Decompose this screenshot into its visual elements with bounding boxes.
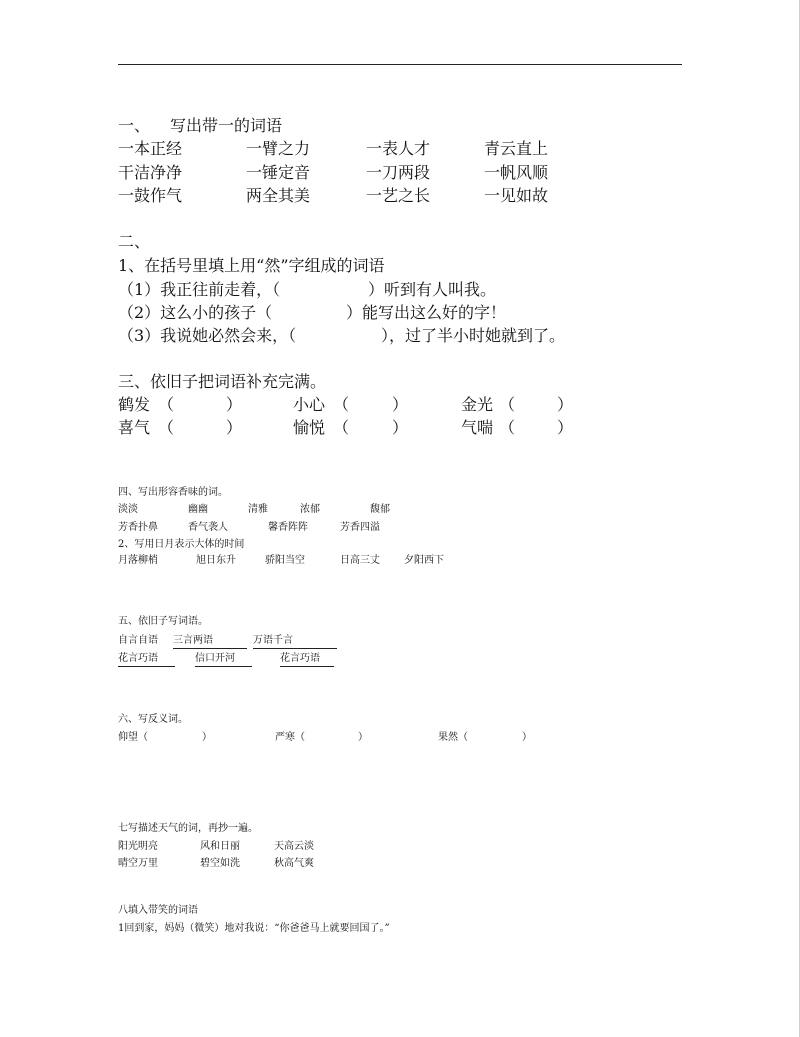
s3-word: 小心 xyxy=(293,395,326,414)
s1-word: 一艺之长 xyxy=(366,186,431,205)
s6-paren-close: ） xyxy=(522,732,532,743)
s4-word: 香气袭人 xyxy=(188,522,228,533)
s5-word: 自言自语 xyxy=(118,635,158,646)
s1-word: 干洁净净 xyxy=(118,163,183,182)
s2-title: 二、 xyxy=(118,232,151,251)
s7-word: 阳光明亮 xyxy=(118,841,158,852)
s3-paren-close: ） xyxy=(557,418,574,437)
s5-answer: 万语千言 xyxy=(253,634,337,649)
s4-word: 清雅 xyxy=(248,504,268,515)
s7-word: 风和日丽 xyxy=(200,841,240,852)
s2-q2-end: ）能写出这么好的字！ xyxy=(346,303,507,322)
s5-answer: 花言巧语 xyxy=(280,652,334,667)
s5-title: 五、依旧子写词语。 xyxy=(118,616,208,627)
top-rule xyxy=(118,64,682,65)
s1-title-num: 一、 xyxy=(118,116,151,135)
s7-word: 晴空万里 xyxy=(118,858,158,869)
s7-title: 七写描述天气的词，再抄一遍。 xyxy=(118,823,258,834)
s2-q2-start: （2）这么小的孩子（ xyxy=(118,303,273,322)
s1-word: 一本正经 xyxy=(118,139,183,158)
s4-word: 夕阳西下 xyxy=(404,555,444,566)
s4-word: 骄阳当空 xyxy=(265,555,305,566)
s3-paren-close: ） xyxy=(226,418,243,437)
s2-subtitle: 1、在括号里填上用“然”字组成的词语 xyxy=(118,256,385,275)
s3-word: 气喘 xyxy=(461,418,494,437)
s8-title: 八填入带笑的词语 xyxy=(118,905,198,916)
s4-word: 浓郁 xyxy=(300,504,320,515)
s1-word: 一臂之力 xyxy=(246,139,311,158)
s3-word: 愉悦 xyxy=(293,418,326,437)
s3-paren-open: （ xyxy=(499,395,516,414)
s1-word: 一锤定音 xyxy=(246,163,311,182)
s1-title: 写出带一的词语 xyxy=(170,116,283,135)
s4-word: 日高三丈 xyxy=(340,555,380,566)
s3-word: 喜气 xyxy=(118,418,151,437)
s1-word: 青云直上 xyxy=(484,139,549,158)
s7-word: 天高云淡 xyxy=(274,841,314,852)
s3-paren-open: （ xyxy=(499,418,516,437)
s4-word: 淡淡 xyxy=(118,504,138,515)
s1-word: 一帆风顺 xyxy=(484,163,549,182)
s1-word: 一表人才 xyxy=(366,139,431,158)
s3-title: 三、依旧子把词语补充完满。 xyxy=(118,372,327,391)
s6-title: 六、写反义词。 xyxy=(118,714,188,725)
s6-paren-close: ） xyxy=(358,732,368,743)
s1-word: 两全其美 xyxy=(246,186,311,205)
s1-word: 一见如故 xyxy=(484,186,549,205)
s1-word: 一刀两段 xyxy=(366,163,431,182)
s2-q3-end: ），过了半小时她就到了。 xyxy=(381,326,566,345)
s7-word: 秋高气爽 xyxy=(274,858,314,869)
s5-answer: 花言巧语 xyxy=(118,652,175,667)
s6-paren-close: ） xyxy=(202,732,212,743)
s4-title: 四、写出形容香味的词。 xyxy=(118,487,228,498)
s4-subtitle: 2、写用日月表示大体的时间 xyxy=(118,539,245,550)
s4-word: 芳香四溢 xyxy=(340,522,380,533)
s2-q1-start: （1）我正往前走着，（ xyxy=(118,280,281,299)
s7-word: 碧空如洗 xyxy=(200,858,240,869)
s5-answer: 三言两语 xyxy=(173,634,247,649)
s4-word: 馥郁 xyxy=(370,504,390,515)
s3-paren-close: ） xyxy=(557,395,574,414)
s2-q3-start: （3）我说她必然会来，（ xyxy=(118,326,297,345)
s3-paren-close: ） xyxy=(392,395,409,414)
s3-word: 金光 xyxy=(461,395,494,414)
s2-q1-end: ）听到有人叫我。 xyxy=(368,280,497,299)
s4-word: 旭日东升 xyxy=(196,555,236,566)
s1-word: 一鼓作气 xyxy=(118,186,183,205)
s3-paren-open: （ xyxy=(333,395,350,414)
s6-word: 严寒（ xyxy=(275,732,305,743)
s3-paren-open: （ xyxy=(158,418,175,437)
s4-word: 芳香扑鼻 xyxy=(118,522,158,533)
s3-paren-open: （ xyxy=(158,395,175,414)
s4-word: 幽幽 xyxy=(188,504,208,515)
s3-word: 鹤发 xyxy=(118,395,151,414)
s6-word: 仰望（ xyxy=(118,732,148,743)
s5-answer: 信口开河 xyxy=(195,652,252,667)
s3-paren-open: （ xyxy=(333,418,350,437)
s8-line: 1回到家，妈妈（微笑）地对我说：“你爸爸马上就要回国了。” xyxy=(118,923,390,934)
s6-word: 果然（ xyxy=(438,732,468,743)
s3-paren-close: ） xyxy=(226,395,243,414)
s3-paren-close: ） xyxy=(392,418,409,437)
s4-word: 月落柳梢 xyxy=(118,555,158,566)
s4-word: 馨香阵阵 xyxy=(268,522,308,533)
